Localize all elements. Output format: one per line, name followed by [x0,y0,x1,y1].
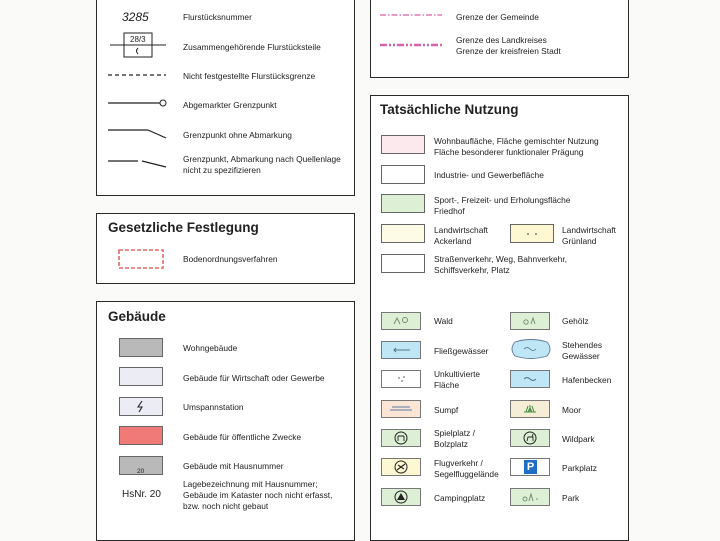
gemeinde-grenze-symbol [380,13,442,17]
oeffentliche-gebaeude-label: Gebäude für öffentliche Zwecke [183,432,302,442]
lagebezeichnung-label: Lagebezeichnung mit Hausnummer; [183,479,318,489]
flugverkehr-label: Flugverkehr / [434,458,483,468]
wohnbauflaeche-swatch [381,135,425,154]
wildpark-swatch [510,429,550,447]
bodenordnungsverfahren-symbol [118,249,164,269]
flurstuecksnummer-sample: 3285 [122,10,149,24]
spielplatz-label: Spielplatz / [434,428,475,438]
sportflaeche-label: Sport-, Freizeit- und Erholungsfläche [434,195,571,205]
gruenland-dots-icon [511,225,553,242]
ackerland-label: Landwirtschaft [434,225,488,235]
hafenbecken-label: Hafenbecken [562,375,612,385]
gesetzliche-festlegung-title: Gesetzliche Festlegung [108,220,259,235]
deer-icon [511,430,549,446]
grenzpunkt-quellenlage-label: Grenzpunkt, Abmarkung nach Quellenlage [183,154,341,164]
unkultiviert-icon [382,371,420,387]
stehendes-gewaesser-label-2: Gewässer [562,351,600,361]
gruenland-label-2: Grünland [562,236,597,246]
park-swatch [510,488,550,506]
moor-swatch [510,400,550,418]
unkultivierte-flaeche-swatch [381,370,421,388]
sumpf-swatch [381,400,421,418]
gebaeude-hausnummer-number: 20 [137,468,145,475]
gewerbe-gebaeude-swatch [119,367,163,386]
grass-icon [511,401,549,417]
nicht-festgestellte-grenze-symbol [108,73,166,77]
wohnbauflaeche-label-2: Fläche besonderer funktionaler Prägung [434,147,584,157]
stehendes-gewaesser-label: Stehendes [562,340,603,350]
bodenordnungsverfahren-label: Bodenordnungsverfahren [183,254,278,264]
landkreis-grenze-label: Grenze des Landkreises [456,35,547,45]
ackerland-swatch [381,224,425,243]
hsnr-sample: HsNr. 20 [122,489,161,500]
lightning-icon [120,398,162,415]
park-label: Park [562,493,580,503]
tent-icon [382,489,420,505]
oeffentliche-gebaeude-swatch [119,426,163,445]
wave-icon [511,371,549,387]
grenzpunkt-quellenlage-label-2: nicht zu spezifizieren [183,165,261,175]
grenzpunkt-quellenlage-symbol [108,156,168,170]
flow-arrow-icon [382,342,420,358]
gebaeude-title: Gebäude [108,309,166,324]
flurstuecksteile-fraction: 28/3 [130,35,146,44]
grenzpunkt-ohne-abmarkung-symbol [108,126,168,140]
parkplatz-swatch [510,458,550,476]
parkplatz-icon: P [524,460,537,474]
landkreis-grenze-label-2: Grenze der kreisfreien Stadt [456,46,561,56]
nicht-festgestellte-grenze-label: Nicht festgestellte Flurstücksgrenze [183,71,316,81]
strassenverkehr-label-2: Schiffsverkehr, Platz [434,265,510,275]
hafenbecken-swatch [510,370,550,388]
fliessgewaesser-swatch [381,341,421,359]
wald-label: Wald [434,316,453,326]
fliessgewaesser-label: Fließgewässer [434,346,489,356]
abgemarkter-grenzpunkt-symbol [108,98,168,108]
lagebezeichnung-label-3: bzw. noch nicht gebaut [183,501,269,511]
campingplatz-label: Campingplatz [434,493,486,503]
umspannstation-label: Umspannstation [183,402,244,412]
wald-swatch [381,312,421,330]
park-tree-icon [511,489,549,505]
spielplatz-label-2: Bolzplatz [434,439,468,449]
wohnbauflaeche-label: Wohnbaufläche, Fläche gemischter Nutzung [434,136,599,146]
umspannstation-swatch [119,397,163,416]
sumpf-label: Sumpf [434,405,459,415]
parkplatz-label: Parkplatz [562,463,597,473]
flugverkehr-label-2: Segelfluggelände [434,469,499,479]
gruenland-label: Landwirtschaft [562,225,616,235]
moor-label: Moor [562,405,582,415]
unkultivierte-flaeche-label: Unkultivierte [434,369,481,379]
industrieflaeche-swatch [381,165,425,184]
ackerland-label-2: Ackerland [434,236,472,246]
landkreis-grenze-symbol [380,43,442,47]
gruenland-swatch [510,224,554,243]
gehoelz-swatch [510,312,550,330]
wohngebaeude-label: Wohngebäude [183,343,238,353]
tatsaechliche-nutzung-title: Tatsächliche Nutzung [380,102,519,117]
abgemarkter-grenzpunkt-label: Abgemarkter Grenzpunkt [183,100,277,110]
shrub-icon [511,313,549,329]
industrieflaeche-label: Industrie- und Gewerbefläche [434,170,544,180]
gemeinde-grenze-label: Grenze der Gemeinde [456,12,539,22]
playground-icon [382,430,420,446]
sportflaeche-label-2: Friedhof [434,206,465,216]
stehendes-gewaesser-swatch [509,338,553,360]
flurstuecksteile-label: Zusammengehörende Flurstücksteile [183,42,321,52]
flugverkehr-swatch [381,458,421,476]
gebaeude-hausnummer-label: Gebäude mit Hausnummer [183,461,284,471]
swamp-icon [382,401,420,417]
airplane-icon [382,459,420,475]
campingplatz-swatch [381,488,421,506]
sportflaeche-swatch [381,194,425,213]
spielplatz-swatch [381,429,421,447]
strassenverkehr-label: Straßenverkehr, Weg, Bahnverkehr, [434,254,567,264]
gewerbe-gebaeude-label: Gebäude für Wirtschaft oder Gewerbe [183,373,325,383]
lagebezeichnung-label-2: Gebäude im Kataster noch nicht erfasst, [183,490,333,500]
wildpark-label: Wildpark [562,434,595,444]
unkultivierte-flaeche-label-2: Fläche [434,380,460,390]
grenzpunkt-ohne-abmarkung-label: Grenzpunkt ohne Abmarkung [183,130,292,140]
strassenverkehr-swatch [381,254,425,273]
wohngebaeude-swatch [119,338,163,357]
gehoelz-label: Gehölz [562,316,589,326]
flurstuecksnummer-label: Flurstücksnummer [183,12,252,22]
tree-icon [382,313,420,329]
